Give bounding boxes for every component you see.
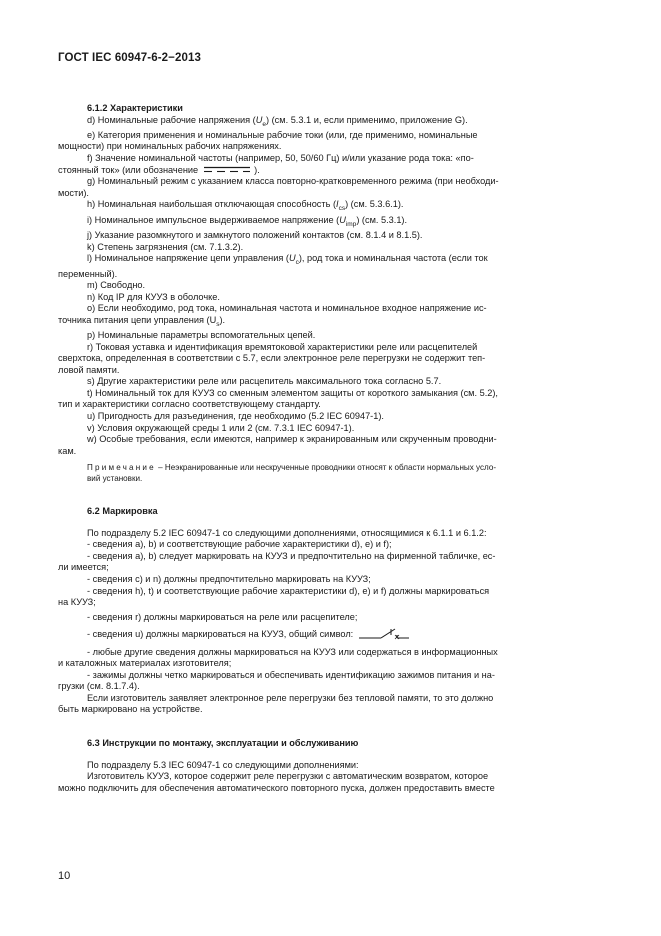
marking-item-4-cont: на КУУЗ; — [58, 597, 96, 608]
item-i: i) Номинальное импульсное выдерживаемое напряжение $(U_{imp})$ (см. 5.3.1). — [87, 214, 408, 228]
marking-item-7-cont: и каталожных материалах изготовителя; — [58, 658, 232, 669]
section-heading-6-3: 6.3 Инструкции по монтажу, эксплуатации и обслуживанию — [87, 737, 359, 748]
item-g: g) Номинальный режим с указанием класса повторно-кратковременного режима (при необходи- — [87, 176, 499, 187]
section-heading-6-2: 6.2 Маркировка — [87, 506, 158, 517]
note: Примечание – Неэкранированные или нескрученные проводники относят к области нормальных усло- — [87, 463, 497, 473]
item-o-cont: точника питания цепи управления $(U_s)$. — [58, 314, 226, 328]
marking-final: Если изготовитель заявляет электронное реле перегрузки без тепловой памяти, то это должно — [87, 692, 494, 703]
marking-item-2: - сведения a), b) следует маркировать на КУУЗ и предпочтительно на фирменной табличке, ес- — [87, 550, 496, 561]
item-f-cont: стоянный ток» (или обозначение ). — [58, 164, 260, 175]
item-o: o) Если необходимо, род тока, номинальная частота и номинальное входное напряжение ис- — [87, 303, 487, 314]
item-v: v) Условия окружающей среды 1 или 2 (см. 7.3.1 IEC 60947-1). — [87, 422, 355, 433]
dc-symbol-icon — [204, 165, 250, 177]
marking-item-8: - зажимы должны четко маркироваться и обеспечивать идентификацию зажимов питания и на- — [87, 669, 495, 680]
page-header: ГОСТ IEC 60947-6-2−2013 — [58, 52, 201, 64]
marking-item-3: - сведения c) и n) должны предпочтительно маркировать на КУУЗ; — [87, 573, 371, 584]
marking-item-5: - сведения r) должны маркироваться на реле или расцепителе; — [87, 611, 358, 622]
instructions-p1: Изготовитель КУУЗ, которое содержит реле перегрузки с автоматическим возвратом, которое — [87, 771, 489, 782]
item-w: w) Особые требования, если имеются, например к экранированным или скрученным проводни- — [87, 434, 497, 445]
instructions-p1-cont: можно подключить для обеспечения автоматического повторного пуска, должен предоставить вместе — [58, 782, 495, 793]
marking-item-6: - сведения u) должны маркироваться на КУУЗ, общий символ: — [87, 626, 593, 644]
note-label: Примечание — [87, 463, 156, 473]
item-d: d) Номинальные рабочие напряжения $(U_e)$ (см. 5.3.1 и, если применимо, приложение G). — [87, 114, 468, 128]
item-p: p) Номинальные параметры вспомогательных цепей. — [87, 330, 316, 341]
item-r-cont: сверхтока, определенная в соответствии с 5.7, если электронное реле перегрузки не содержит теп- — [58, 353, 486, 364]
disconnector-symbol-icon — [359, 626, 409, 644]
marking-final-cont: быть маркировано на устройстве. — [58, 704, 203, 715]
marking-item-1: - сведения a), b) и соответствующие рабочие характеристики d), e) и f); — [87, 539, 392, 550]
item-s: s) Другие характеристики реле или расцепитель максимального тока согласно 5.7. — [87, 376, 442, 387]
instructions-intro: По подразделу 5.3 IEC 60947-1 со следующими дополнениями: — [87, 759, 359, 770]
marking-item-4: - сведения h), t) и соответствующие рабочие характеристики d), e) и f) должны маркироваться — [87, 585, 490, 596]
item-f: f) Значение номинальной частоты (например, 50, 50/60 Гц) и/или указание рода тока: «по- — [87, 153, 474, 164]
item-g-cont: мости). — [58, 187, 89, 198]
item-u: u) Пригодность для разъединения, где необходимо (5.2 IEC 60947-1). — [87, 411, 384, 422]
item-w-cont: кам. — [58, 445, 77, 456]
item-e: e) Категория применения и номинальные рабочие токи (или, где применимо, номинальные — [87, 129, 478, 140]
page-number: 10 — [58, 870, 71, 882]
marking-item-8-cont: грузки (см. 8.1.7.4). — [58, 681, 140, 692]
item-h: h) Номинальная наибольшая отключающая способность $(I_{cs})$ (см. 5.3.6.1). — [87, 199, 404, 213]
note-cont: вий установки. — [87, 473, 143, 483]
item-e-cont: мощности) при номинальных рабочих напряжениях. — [58, 141, 282, 152]
item-k: k) Степень загрязнения (см. 7.1.3.2). — [87, 241, 244, 252]
item-t: t) Номинальный ток для КУУЗ со сменным элементом защиты от короткого замыкания (см. 5.2), — [87, 387, 498, 398]
item-r: r) Токовая уставка и идентификация времятоковой характеристики реле или расцепителей — [87, 341, 478, 352]
document-body — [58, 103, 593, 794]
item-m: m) Свободно. — [87, 280, 146, 291]
item-j: j) Указание разомкнутого и замкнутого положений контактов (см. 8.1.4 и 8.1.5). — [87, 230, 423, 241]
item-l: l) Номинальное напряжение цепи управления $(U_c)$, род тока и номинальная частота (если ток — [87, 253, 488, 267]
section-heading-6-1-2: 6.1.2 Характеристики — [87, 103, 183, 113]
marking-intro: По подразделу 5.2 IEC 60947-1 со следующими дополнениями, относящимися к 6.1.1 и 6.1.2: — [87, 527, 487, 538]
item-r-cont2: ловой памяти. — [58, 364, 120, 375]
item-l-cont: переменный). — [58, 268, 118, 279]
item-t-cont: тип и характеристики согласно соответствующему стандарту. — [58, 399, 321, 410]
item-n: n) Код IP для КУУЗ в оболочке. — [87, 291, 220, 302]
marking-item-2-cont: ли имеется; — [58, 562, 109, 573]
marking-item-7: - любые другие сведения должны маркироваться на КУУЗ или содержаться в информационных — [87, 646, 498, 657]
